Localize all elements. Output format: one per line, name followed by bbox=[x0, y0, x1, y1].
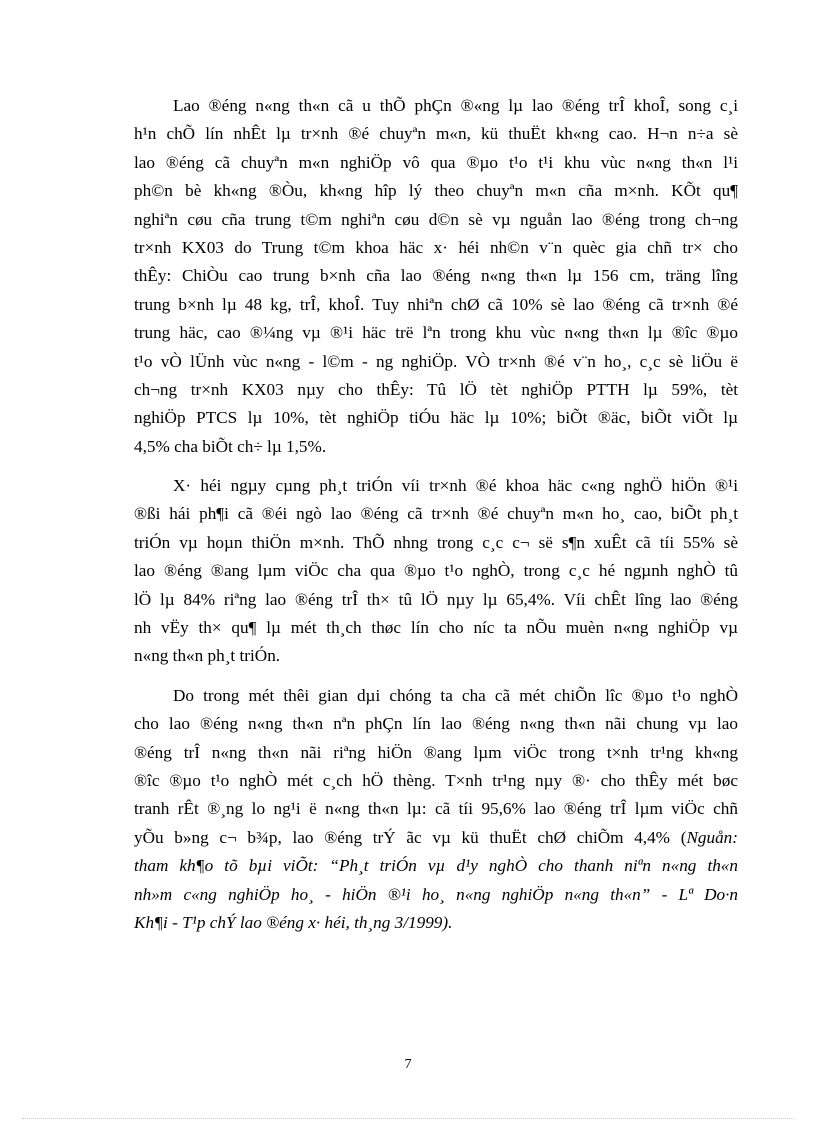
text-line: ®ßi hái ph¶i cã ®éi ngò lao ®éng cã tr×nh ®é chuyªn m«n ho¸ cao, biÕt ph¸t bbox=[134, 504, 738, 524]
text-line: nh vËy th× qu¶ lµ mét th¸ch thøc lín cho níc ta nÕu muèn n«ng nghiÖp vµ bbox=[134, 618, 738, 638]
page-bottom-divider bbox=[22, 1118, 794, 1119]
text-line: ch¬ng tr×nh KX03 nµy cho thÊy: Tû lÖ tèt nghiÖp PTTH lµ 59%, tèt bbox=[134, 379, 738, 399]
citation-line: nh»m c«ng nghiÖp ho¸ - hiÖn ®¹i ho¸ n«ng nghiÖp n«ng th«n” - Lª Do·n bbox=[134, 884, 738, 904]
text-line: thÊy: ChiÒu cao trung b×nh cña lao ®éng n«ng th«n lµ 156 cm, träng lîng bbox=[134, 266, 738, 286]
citation-line: tham kh¶o tõ bµi viÕt: “Ph¸t triÓn vµ d¹y nghÒ cho thanh niªn n«ng th«n bbox=[134, 856, 738, 876]
citation-text: Nguån: bbox=[686, 827, 738, 847]
text-line: nghiÖp PTCS lµ 10%, tèt nghiÖp tiÓu häc lµ 10%; biÕt ®äc, biÕt viÕt lµ bbox=[134, 408, 738, 428]
text-line: t¹o vÒ lÜnh vùc n«ng - l©m - ng nghiÖp. VÒ tr×nh ®é v¨n ho¸, c¸c sè liÖu ë bbox=[134, 351, 738, 371]
text-line: X· héi ngµy cµng ph¸t triÓn víi tr×nh ®é khoa häc c«ng nghÖ hiÖn ®¹i bbox=[173, 476, 738, 496]
text-line: lao ®éng ®ang lµm viÖc cha qua ®µo t¹o nghÒ, trong c¸c hé ngµnh nghÒ tû bbox=[134, 561, 738, 581]
text-line: lÖ lµ 84% riªng lao ®éng trÎ th× tû lÖ nµy lµ 65,4%. Víi chÊt lîng lao ®éng bbox=[134, 589, 738, 609]
text-segment: yÕu b»ng c¬ b¾p, lao ®éng trÝ ãc vµ kü thuËt chØ chiÕm 4,4% ( bbox=[134, 827, 687, 847]
citation-line: Kh¶i - T¹p chÝ lao ®éng x· héi, th¸ng 3/1999). bbox=[134, 912, 453, 932]
paragraph-2 bbox=[134, 472, 738, 671]
paragraph-1 bbox=[134, 92, 738, 461]
text-line: tranh rÊt ®¸ng lo ng¹i ë n«ng th«n lµ: cã tíi 95,6% lao ®éng trÎ lµm viÖc chñ bbox=[134, 799, 738, 819]
text-line: nghiªn cøu cña trung t©m nghiªn cøu d©n sè vµ nguån lao ®éng trong ch¬ng bbox=[134, 209, 738, 229]
text-line: Do trong mét thêi gian dµi chóng ta cha cã mét chiÕn lîc ®µo t¹o nghÒ bbox=[173, 685, 738, 705]
text-line: ®îc ®µo t¹o nghÒ mét c¸ch hÖ thèng. T×nh tr¹ng nµy ®· cho thÊy mét bøc bbox=[134, 770, 738, 790]
body-text bbox=[134, 92, 738, 948]
page-number: 7 bbox=[404, 1057, 412, 1072]
paragraph-3 bbox=[134, 682, 738, 938]
text-line: trung häc, cao ®¼ng vµ ®¹i häc trë lªn trong khu vùc n«ng th«n lµ ®îc ®µo bbox=[134, 323, 738, 343]
text-line: 4,5% cha biÕt ch÷ lµ 1,5%. bbox=[134, 436, 327, 456]
text-line: cho lao ®éng n«ng th«n nªn phÇn lín lao ®éng n«ng th«n nãi chung vµ lao bbox=[134, 714, 738, 734]
text-line: triÓn vµ hoµn thiÖn m×nh. ThÕ nhng trong c¸c c¬ së s¶n xuÊt cã tíi 55% sè bbox=[134, 532, 738, 552]
text-line: n«ng th«n ph¸t triÓn. bbox=[134, 646, 281, 666]
text-line: ®éng trÎ n«ng th«n nãi riªng hiÖn ®ang lµm viÖc trong t×nh tr¹ng kh«ng bbox=[134, 742, 738, 762]
text-line: Lao ®éng n«ng th«n cã u thÕ phÇn ®«ng lµ lao ®éng trÎ khoÎ, song c¸i bbox=[173, 96, 738, 115]
text-line: tr×nh KX03 do Trung t©m khoa häc x· héi nh©n v¨n quèc gia chñ tr× cho bbox=[134, 237, 738, 257]
text-line: ph©n bè kh«ng ®Òu, kh«ng hîp lý theo chuyªn m«n cña m×nh. KÕt qu¶ bbox=[134, 181, 738, 201]
text-line: lao ®éng cã chuyªn m«n nghiÖp vô qua ®µo t¹o t¹i khu vùc n«ng th«n l¹i bbox=[134, 152, 738, 172]
text-line: h¹n chÕ lín nhÊt lµ tr×nh ®é chuyªn m«n, kü thuËt kh«ng cao. H¬n n÷a sè bbox=[134, 124, 738, 144]
text-line: trung b×nh lµ 48 kg, trÎ, khoÎ. Tuy nhiªn chØ cã 10% sè lao ®éng cã tr×nh ®é bbox=[134, 294, 738, 314]
text-line-with-citation bbox=[134, 824, 738, 852]
